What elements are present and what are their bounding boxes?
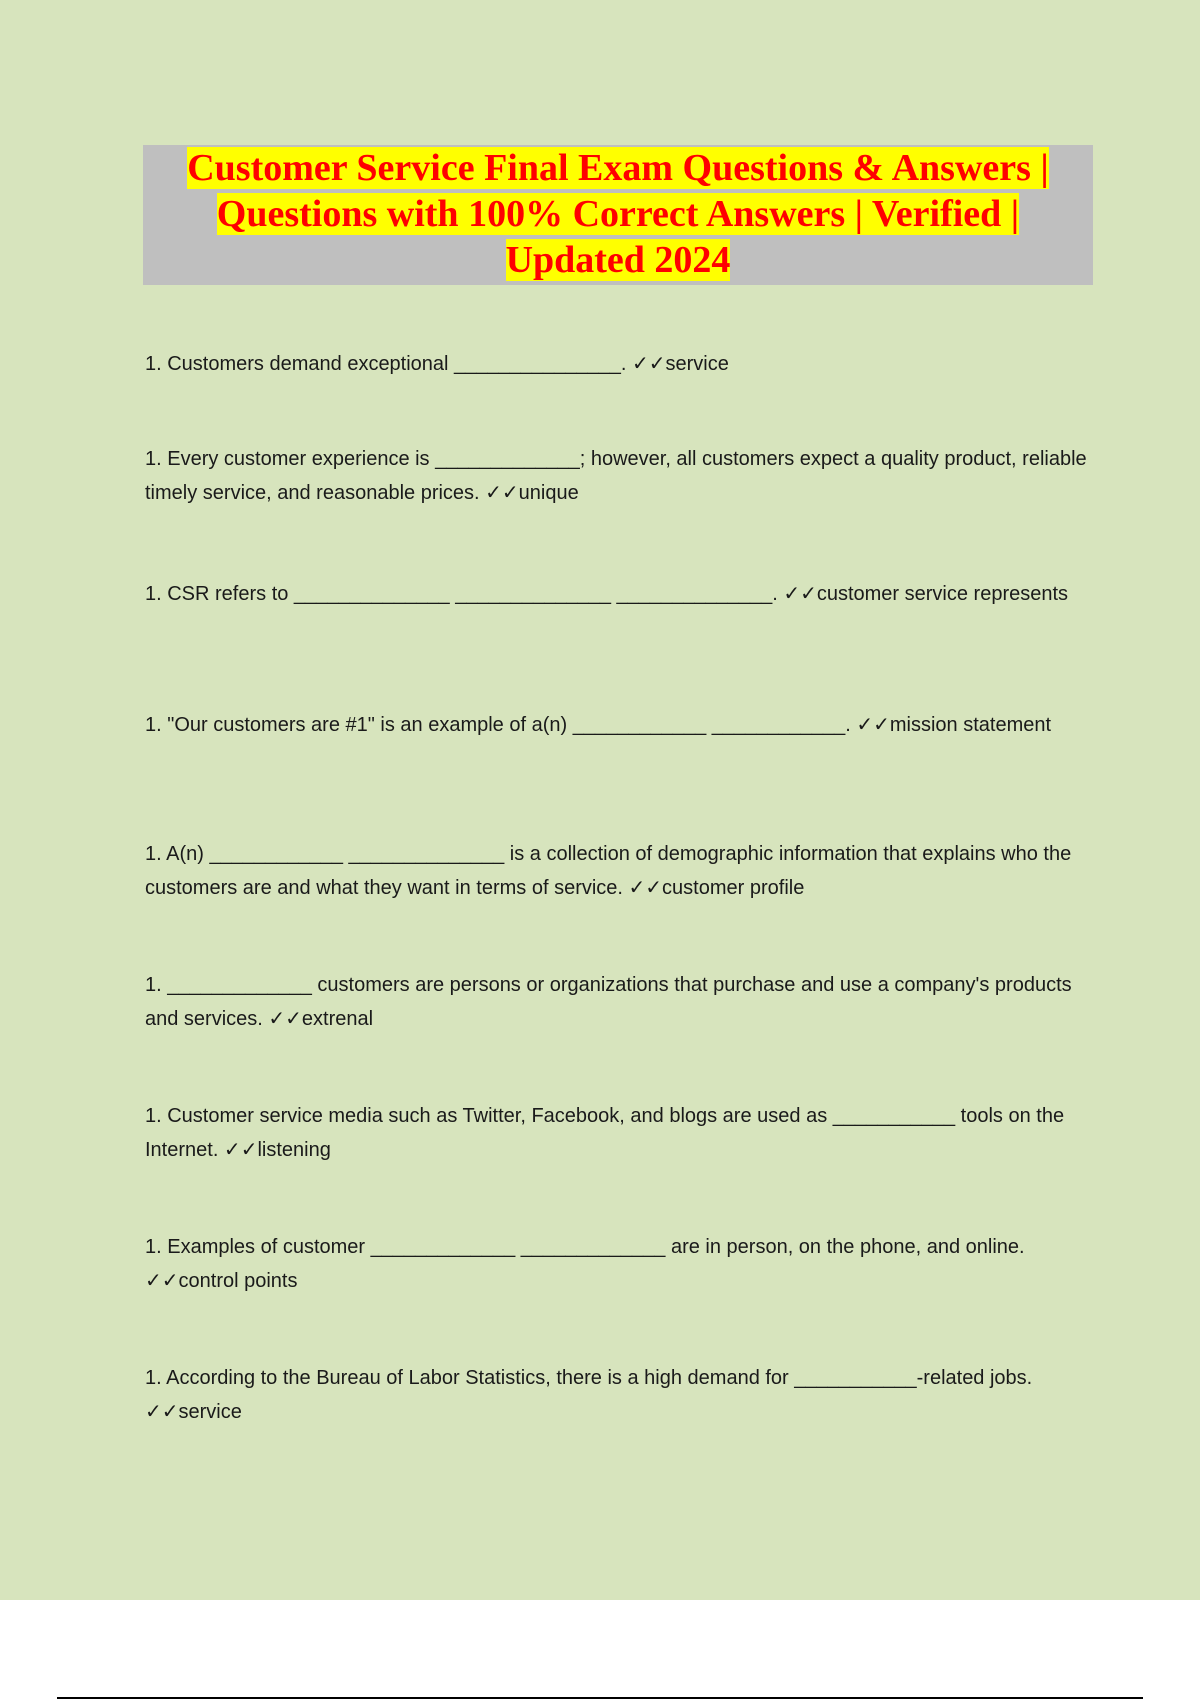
question-item: 1. Customers demand exceptional _______________. ✓✓service (145, 353, 729, 375)
footer-divider (57, 1697, 1143, 1699)
question-item: 1. Every customer experience is _____________; however, all customers expect a quality product, reliable timely service, and reasonable prices. ✓✓unique (145, 448, 1087, 504)
question-item: 1. _____________ customers are persons or organizations that purchase and use a company's products and services. ✓✓extrenal (145, 974, 1072, 1030)
title-line (143, 191, 1093, 237)
document-title (143, 145, 1093, 285)
question-item: 1. Examples of customer _____________ _____________ are in person, on the phone, and online. ✓✓control points (145, 1236, 1025, 1292)
title-line (143, 145, 1093, 191)
question-item: 1. Customer service media such as Twitter, Facebook, and blogs are used as ___________ tools on the Internet. ✓✓listening (145, 1105, 1065, 1161)
question-item: 1. CSR refers to ______________ ______________ ______________. ✓✓customer service represents (145, 583, 1069, 605)
title-line-text: Questions with 100% Correct Answers | Verified | (216, 193, 1020, 235)
question-item: 1. "Our customers are #1" is an example of a(n) ____________ ____________. ✓✓mission statement (145, 714, 1052, 736)
question-item: 1. According to the Bureau of Labor Statistics, there is a high demand for ___________-related jobs. ✓✓service (145, 1367, 1033, 1423)
title-line (143, 237, 1093, 283)
title-line-text: Updated 2024 (505, 239, 731, 281)
question-item: 1. A(n) ____________ ______________ is a collection of demographic information that explains who the customers are and what they want in terms of service. ✓✓customer profile (145, 843, 1072, 899)
title-line-text: Customer Service Final Exam Questions & Answers | (187, 147, 1049, 189)
